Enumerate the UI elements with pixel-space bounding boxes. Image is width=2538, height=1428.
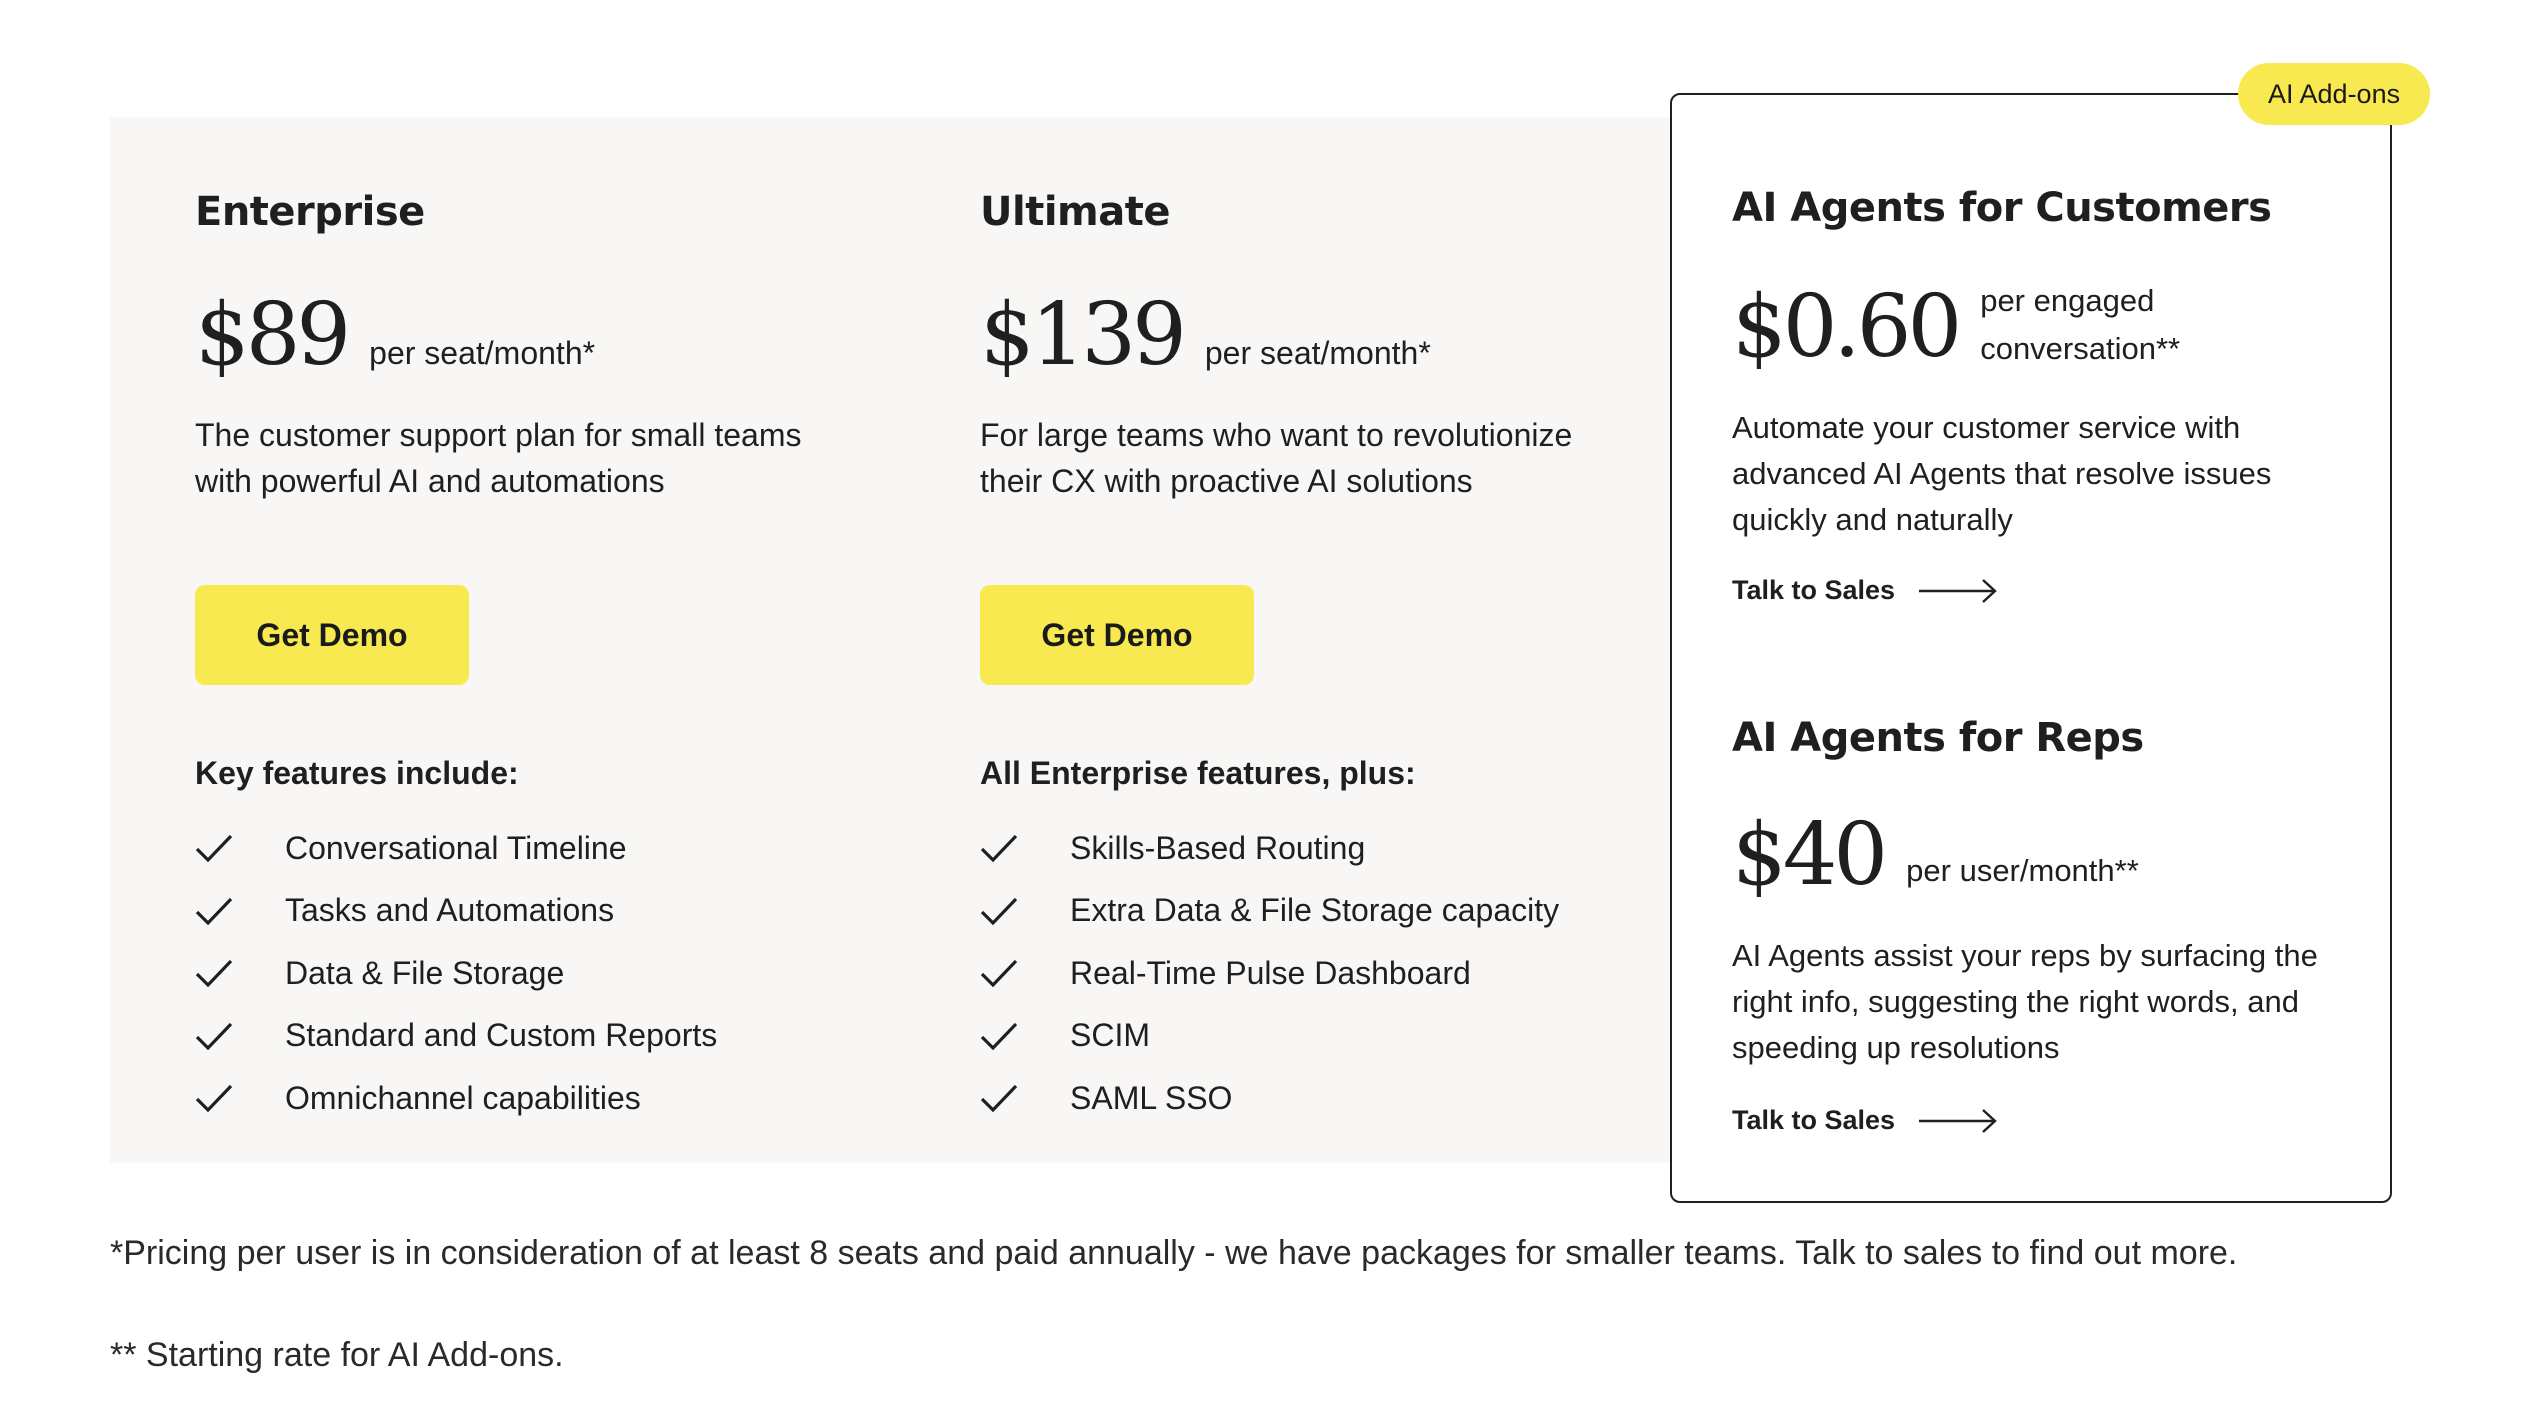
plan-price: $139: [980, 285, 1183, 385]
arrow-right-icon: [1917, 576, 1999, 606]
arrow-right-icon: [1917, 1106, 1999, 1136]
feature-label: Extra Data & File Storage capacity: [1070, 892, 1560, 929]
plan-price: $89: [195, 285, 348, 385]
feature-item: [980, 1005, 1559, 1068]
addon-price-unit-line2: conversation**: [1980, 331, 2181, 366]
ai-addons-badge: AI Add-ons: [2238, 63, 2430, 125]
addon-price-unit: per user/month**: [1906, 853, 2139, 888]
addon-title: AI Agents for Reps: [1732, 715, 2144, 761]
feature-label: Standard and Custom Reports: [285, 1017, 718, 1054]
get-demo-button[interactable]: Get Demo: [980, 585, 1254, 685]
feature-label: Skills-Based Routing: [1070, 829, 1366, 866]
ai-addons-card: [1670, 78, 2401, 1203]
addon-price-row: [1732, 277, 2180, 377]
addon-title: AI Agents for Customers: [1732, 185, 2272, 231]
talk-to-sales-link[interactable]: [1732, 1105, 1999, 1136]
features-heading: Key features include:: [195, 755, 519, 791]
feature-item: [195, 817, 717, 880]
feature-item: [195, 1005, 717, 1068]
get-demo-button[interactable]: Get Demo: [195, 585, 469, 685]
check-icon: [980, 833, 1018, 863]
price-row: [980, 285, 1431, 385]
plan-description: For large teams who want to revolutionize their CX with proactive AI solutions: [980, 417, 1573, 499]
feature-label: SCIM: [1070, 1017, 1150, 1054]
addon-description: AI Agents assist your reps by surfacing the right info, suggesting the right words, and speeding up resolutions: [1732, 938, 2318, 1065]
feature-label: SAML SSO: [1070, 1079, 1233, 1116]
check-icon: [980, 958, 1018, 988]
feature-item: [980, 817, 1559, 880]
pricing-footnote: *Pricing per user is in consideration of at least 8 seats and paid annually - we have packages for smaller teams. Talk to sales to find out more.: [110, 1234, 2238, 1272]
addon-price-unit-line1: per engaged: [1980, 283, 2155, 318]
addon-price: $0.60: [1732, 277, 1959, 377]
check-icon: [195, 833, 233, 863]
feature-list: [195, 817, 717, 1130]
price-row: [195, 285, 595, 385]
feature-label: Conversational Timeline: [285, 829, 627, 866]
check-icon: [980, 896, 1018, 926]
feature-item: [980, 1067, 1559, 1130]
addon-price: $40: [1732, 805, 1885, 905]
feature-label: Tasks and Automations: [285, 892, 615, 929]
check-icon: [980, 1021, 1018, 1051]
feature-label: Real-Time Pulse Dashboard: [1070, 954, 1471, 991]
plans-panel: [110, 117, 1670, 1163]
plan-description: The customer support plan for small teams with powerful AI and automations: [195, 417, 802, 499]
talk-to-sales-link[interactable]: [1732, 575, 1999, 606]
addons-footnote: ** Starting rate for AI Add-ons.: [110, 1336, 564, 1374]
feature-list: [980, 817, 1559, 1130]
addon-description: Automate your customer service with advanced AI Agents that resolve issues quickly and naturally: [1732, 410, 2272, 537]
check-icon: [980, 1083, 1018, 1113]
feature-label: Omnichannel capabilities: [285, 1079, 641, 1116]
addon-price-unit: [1980, 277, 2180, 373]
plan-name: Ultimate: [980, 189, 1170, 235]
check-icon: [195, 896, 233, 926]
check-icon: [195, 1083, 233, 1113]
feature-item: [195, 1067, 717, 1130]
feature-item: [980, 880, 1559, 943]
features-heading: All Enterprise features, plus:: [980, 755, 1416, 791]
check-icon: [195, 1021, 233, 1051]
feature-label: Data & File Storage: [285, 954, 565, 991]
talk-to-sales-label: Talk to Sales: [1732, 575, 1896, 605]
feature-item: [195, 942, 717, 1005]
feature-item: [980, 942, 1559, 1005]
addon-price-row: [1732, 805, 2139, 905]
talk-to-sales-label: Talk to Sales: [1732, 1105, 1896, 1135]
plan-price-unit: per seat/month*: [1204, 335, 1431, 371]
check-icon: [195, 958, 233, 988]
plan-name: Enterprise: [195, 189, 425, 235]
feature-item: [195, 880, 717, 943]
plan-price-unit: per seat/month*: [369, 335, 596, 371]
